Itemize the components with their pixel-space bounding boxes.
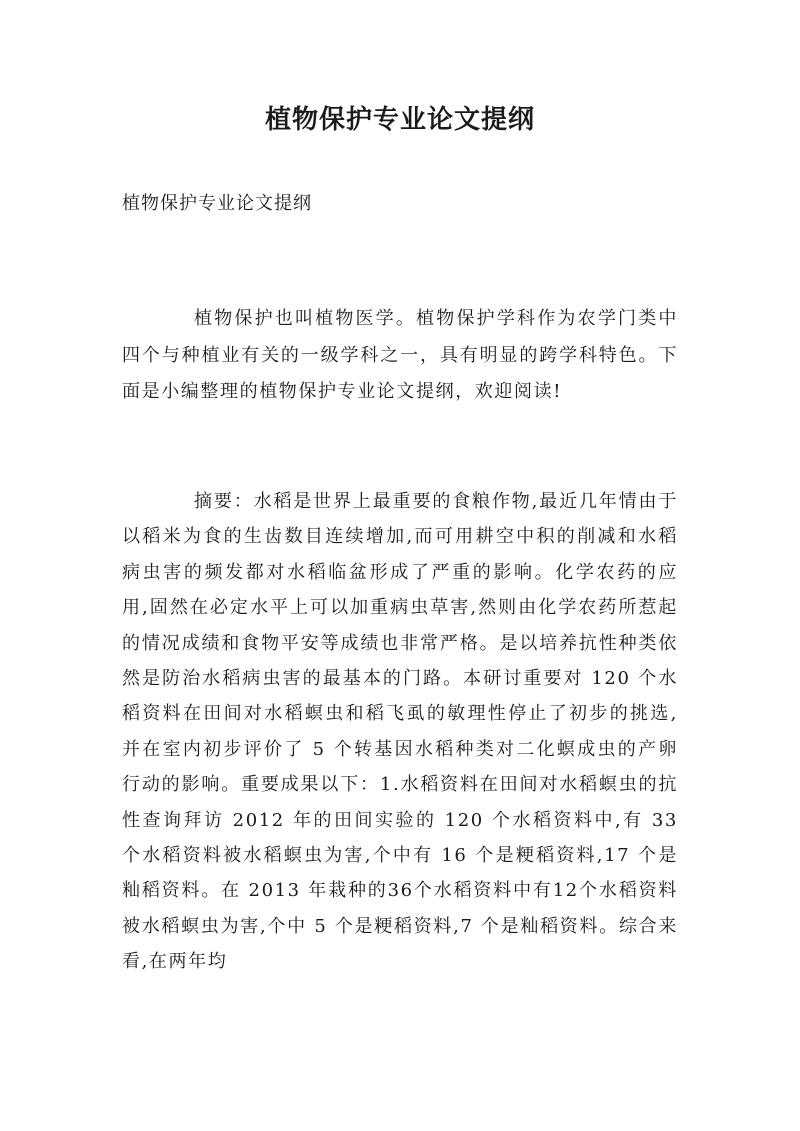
- abstract-paragraph: 摘要：水稻是世界上最重要的食粮作物,最近几年情由于以稻米为食的生齿数目连续增加,而可用耕空中积的削减和水稻病虫害的频发都对水稻临盆形成了严重的影响。化学农药的应用,固然在必定水平上可以加重病虫草害,然则由化学农药所惹起的情况成绩和食物平安等成绩也非常严格。是以培养抗性种类依然是防治水稻病虫害的最基本的门路。本研讨重要对 120 个水稻资料在田间对水稻螟虫和稻飞虱的敏理性停止了初步的挑选,并在室内初步评价了 5 个转基因水稻种类对二化螟成虫的产卵行动的影响。重要成果以下：1.水稻资料在田间对水稻螟虫的抗性查询拜访 2012 年的田间实验的 120 个水稻资料中,有 33 个水稻资料被水稻螟虫为害,个中有 16 个是粳稻资料,17 个是籼稻资料。在 2013 年栽种的36个水稻资料中有12个水稻资料被水稻螟虫为害,个中 5 个是粳稻资料,7 个是籼稻资料。综合来看,在两年均: [122, 491, 678, 973]
- document-title: 植物保护专业论文提纲: [264, 105, 535, 135]
- document-subtitle: 植物保护专业论文提纲: [122, 193, 312, 214]
- intro-paragraph: 植物保护也叫植物医学。植物保护学科作为农学门类中四个与种植业有关的一级学科之一，具有明显的跨学科特色。下面是小编整理的植物保护专业论文提纲，欢迎阅读!: [122, 308, 678, 402]
